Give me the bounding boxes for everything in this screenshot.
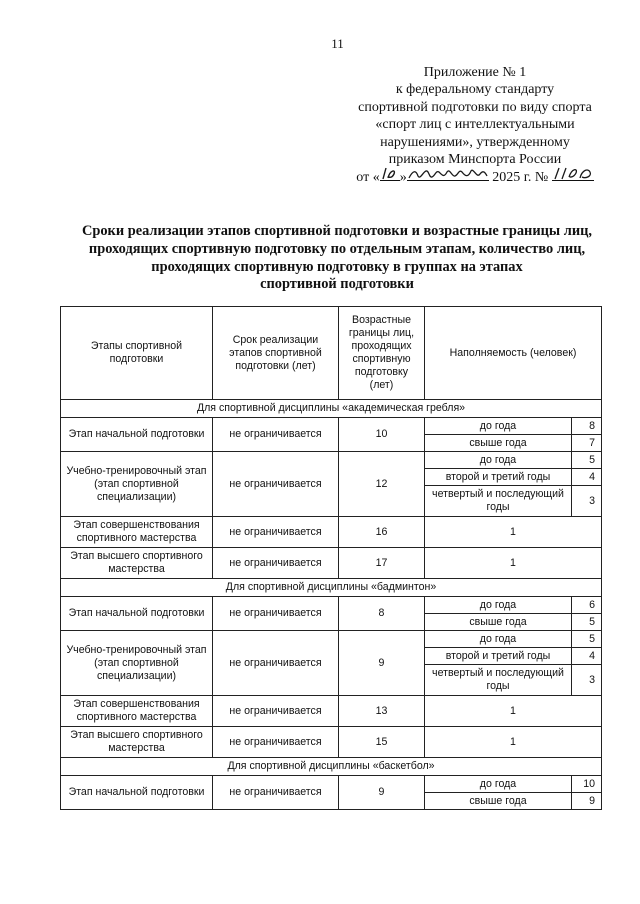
stage-duration: не ограничивается: [213, 631, 339, 696]
sports-stages-table: [60, 306, 602, 810]
stage-name: Этап высшего спортивного мастерства: [61, 727, 213, 758]
document-title: [60, 223, 614, 294]
header-stages: Этапы спортивной подготовки: [61, 307, 213, 400]
stage-duration: не ограничивается: [213, 548, 339, 579]
occupancy-period: второй и третий годы: [425, 648, 572, 665]
age-limit: 13: [339, 696, 425, 727]
appendix-line: приказом Минспорта России: [388, 152, 562, 168]
stage-name: Этап начальной подготовки: [61, 776, 213, 810]
header-occupancy: Наполняемость (человек): [425, 307, 602, 400]
table-row: [61, 776, 602, 793]
stage-duration: не ограничивается: [213, 418, 339, 452]
order-date-line: [340, 168, 610, 186]
occupancy-value: 9: [572, 793, 602, 810]
stage-duration: не ограничивается: [213, 517, 339, 548]
occupancy-value: 5: [572, 614, 602, 631]
stage-duration: не ограничивается: [213, 776, 339, 810]
section-header-row: [61, 400, 602, 418]
occupancy-value: 1: [425, 548, 602, 579]
handwritten-month: [407, 168, 489, 181]
occupancy-value: 1: [425, 696, 602, 727]
occupancy-period: до года: [425, 418, 572, 435]
occupancy-period: до года: [425, 631, 572, 648]
appendix-line: к федеральному стандарту: [395, 82, 555, 98]
section-header-row: [61, 579, 602, 597]
date-year: 2025 г. №: [492, 170, 549, 186]
occupancy-value: 1: [425, 517, 602, 548]
table-body: [61, 307, 602, 810]
appendix-line: нарушениями», утвержденному: [380, 134, 570, 150]
stage-duration: не ограничивается: [213, 727, 339, 758]
title-line: проходящих спортивную подготовку по отдельным этапам, количество лиц,: [88, 240, 586, 257]
occupancy-period: второй и третий годы: [425, 469, 572, 486]
appendix-line: Приложение № 1: [423, 65, 527, 80]
title-line: проходящих спортивную подготовку в группах на этапах: [151, 258, 523, 275]
occupancy-period: свыше года: [425, 614, 572, 631]
page-number: 11: [331, 36, 344, 51]
section-header-row: [61, 758, 602, 776]
age-limit: 17: [339, 548, 425, 579]
appendix-line: «спорт лиц с интеллектуальными: [375, 117, 575, 133]
table-row: [61, 517, 602, 548]
age-limit: 15: [339, 727, 425, 758]
occupancy-value: 4: [572, 648, 602, 665]
stage-duration: не ограничивается: [213, 696, 339, 727]
handwritten-day: [380, 168, 400, 181]
date-mid: »: [399, 170, 407, 186]
table-row: [61, 452, 602, 469]
header-age: Возрастные границы лиц, проходящих спортивную подготовку (лет): [339, 307, 425, 400]
stage-name: Этап совершенствования спортивного мастерства: [61, 696, 213, 727]
occupancy-period: четвертый и последующий годы: [425, 665, 572, 696]
occupancy-value: 1: [425, 727, 602, 758]
occupancy-value: 7: [572, 435, 602, 452]
age-limit: 16: [339, 517, 425, 548]
occupancy-value: 8: [572, 418, 602, 435]
age-limit: 8: [339, 597, 425, 631]
table-row: [61, 597, 602, 614]
stage-name: Этап начальной подготовки: [61, 597, 213, 631]
occupancy-period: свыше года: [425, 793, 572, 810]
occupancy-period: до года: [425, 452, 572, 469]
section-title: Для спортивной дисциплины «баскетбол»: [61, 758, 602, 776]
stage-duration: не ограничивается: [213, 597, 339, 631]
occupancy-value: 5: [572, 452, 602, 469]
stage-name: Этап высшего спортивного мастерства: [61, 548, 213, 579]
age-limit: 12: [339, 452, 425, 517]
stage-name: Этап начальной подготовки: [61, 418, 213, 452]
occupancy-period: до года: [425, 597, 572, 614]
occupancy-value: 4: [572, 469, 602, 486]
occupancy-value: 10: [572, 776, 602, 793]
title-line: Сроки реализации этапов спортивной подготовки и возрастные границы лиц,: [81, 223, 593, 239]
section-title: Для спортивной дисциплины «бадминтон»: [61, 579, 602, 597]
occupancy-value: 6: [572, 597, 602, 614]
occupancy-period: до года: [425, 776, 572, 793]
header-duration: Срок реализации этапов спортивной подготовки (лет): [213, 307, 339, 400]
table-row: [61, 727, 602, 758]
occupancy-period: четвертый и последующий годы: [425, 486, 572, 517]
stage-name: Учебно-тренировочный этап (этап спортивной специализации): [61, 631, 213, 696]
appendix-line: спортивной подготовки по виду спорта: [358, 99, 592, 115]
title-line: спортивной подготовки: [260, 276, 414, 293]
table-row: [61, 548, 602, 579]
stage-name: Учебно-тренировочный этап (этап спортивной специализации): [61, 452, 213, 517]
table-row: [61, 418, 602, 435]
occupancy-value: 5: [572, 631, 602, 648]
stage-duration: не ограничивается: [213, 452, 339, 517]
occupancy-value: 3: [572, 486, 602, 517]
date-prefix: от «: [356, 170, 380, 186]
handwritten-order-number: [552, 168, 594, 181]
age-limit: 10: [339, 418, 425, 452]
occupancy-value: 3: [572, 665, 602, 696]
table-row: [61, 696, 602, 727]
stage-name: Этап совершенствования спортивного мастерства: [61, 517, 213, 548]
occupancy-period: свыше года: [425, 435, 572, 452]
age-limit: 9: [339, 776, 425, 810]
table-header-row: [61, 307, 602, 400]
appendix-block: [340, 64, 610, 187]
age-limit: 9: [339, 631, 425, 696]
table-row: [61, 631, 602, 648]
section-title: Для спортивной дисциплины «академическая гребля»: [61, 400, 602, 418]
